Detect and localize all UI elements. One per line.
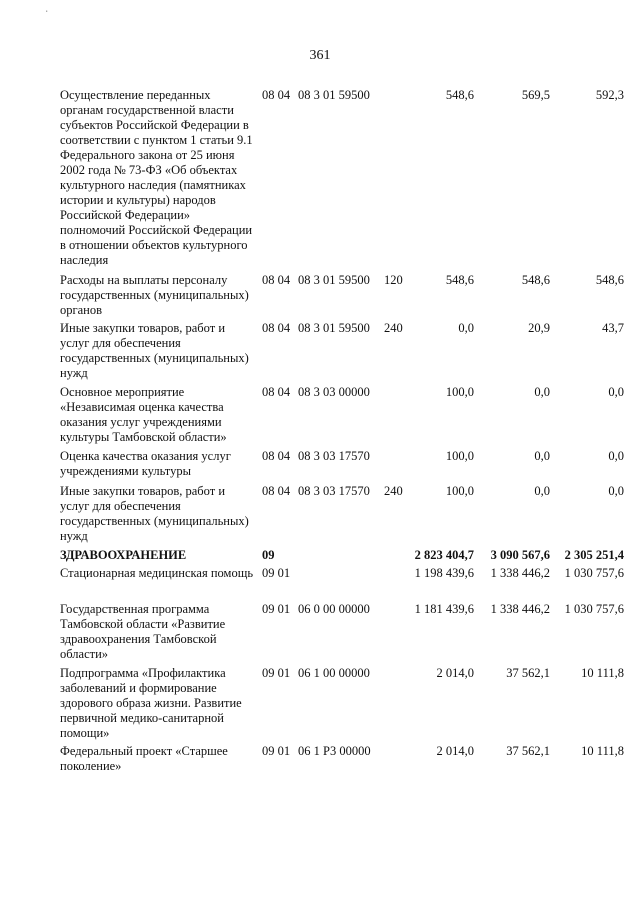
- expense-type-code: 120: [384, 273, 403, 287]
- value-year-3: 1 030 757,6: [564, 602, 624, 616]
- value-year-3: 1 030 757,6: [564, 566, 624, 580]
- value-year-3: 0,0: [608, 484, 624, 498]
- section-code: 08 04: [262, 449, 291, 463]
- section-code: 08 04: [262, 385, 291, 399]
- value-year-1: 1 198 439,6: [414, 566, 474, 580]
- row-name: Оценка качества оказания услуг учреждениями культуры: [60, 449, 231, 478]
- row-name: Основное мероприятие «Независимая оценка качества оказания услуг учреждениями культуры Тамбовской области»: [60, 385, 227, 444]
- expense-type-code: 240: [384, 484, 403, 498]
- row-name: Стационарная медицинская помощь: [60, 566, 254, 580]
- row-name: Расходы на выплаты персоналу государственных (муниципальных) органов: [60, 273, 249, 317]
- value-year-2: 0,0: [534, 449, 550, 463]
- value-year-3: 0,0: [608, 385, 624, 399]
- corner-mark: ٠: [44, 6, 50, 17]
- value-year-1: 548,6: [445, 273, 474, 287]
- target-article-code: 06 1 P3 00000: [298, 744, 371, 758]
- row-name: Осуществление переданных органам государственной власти субъектов Российской Федерации в соответствии с пунктом 1 статьи 9.1 Федерального закона от 25 июня 2002 года № 73-ФЗ «Об объектах культурного наследия (памятниках истории и культуры) народов Российской Федерации» полномочий Российской Федерации в отношении объектов культурного наследия: [60, 88, 253, 267]
- section-code: 09 01: [262, 666, 291, 680]
- target-article-code: 08 3 01 59500: [298, 88, 370, 102]
- value-year-1: 2 823 404,7: [414, 548, 474, 562]
- value-year-3: 548,6: [595, 273, 624, 287]
- section-code: 09 01: [262, 744, 291, 758]
- page-number: 361: [309, 48, 331, 63]
- section-code: 09 01: [262, 566, 291, 580]
- value-year-3: 10 111,8: [581, 744, 624, 758]
- value-year-3: 592,3: [595, 88, 624, 102]
- target-article-code: 06 0 00 00000: [298, 602, 370, 616]
- section-code: 08 04: [262, 88, 291, 102]
- row-name: Государственная программа Тамбовской области «Развитие здравоохранения Тамбовской области»: [60, 602, 226, 661]
- target-article-code: 08 3 03 17570: [298, 449, 370, 463]
- value-year-2: 1 338 446,2: [490, 602, 550, 616]
- row-name: Иные закупки товаров, работ и услуг для обеспечения государственных (муниципальных) нужд: [60, 321, 249, 380]
- value-year-1: 100,0: [445, 449, 474, 463]
- value-year-1: 1 181 439,6: [414, 602, 474, 616]
- value-year-3: 0,0: [608, 449, 624, 463]
- expense-type-code: 240: [384, 321, 403, 335]
- value-year-1: 2 014,0: [436, 666, 474, 680]
- value-year-2: 37 562,1: [506, 744, 550, 758]
- value-year-1: 100,0: [445, 385, 474, 399]
- value-year-2: 0,0: [534, 484, 550, 498]
- value-year-2: 37 562,1: [506, 666, 550, 680]
- section-code: 08 04: [262, 273, 291, 287]
- target-article-code: 08 3 03 00000: [298, 385, 370, 399]
- value-year-1: 548,6: [445, 88, 474, 102]
- value-year-3: 10 111,8: [581, 666, 624, 680]
- target-article-code: 08 3 01 59500: [298, 321, 370, 335]
- value-year-1: 100,0: [445, 484, 474, 498]
- row-name: Федеральный проект «Старшее поколение»: [60, 744, 228, 773]
- value-year-1: 0,0: [458, 321, 474, 335]
- value-year-2: 20,9: [528, 321, 550, 335]
- value-year-2: 548,6: [521, 273, 550, 287]
- section-code: 09: [262, 548, 275, 562]
- value-year-1: 2 014,0: [436, 744, 474, 758]
- row-name: Подпрограмма «Профилактика заболеваний и формирование здорового образа жизни. Развитие первичной медико-санитарной помощи»: [60, 666, 242, 740]
- section-code: 08 04: [262, 484, 291, 498]
- value-year-2: 569,5: [521, 88, 550, 102]
- row-name: ЗДРАВООХРАНЕНИЕ: [60, 548, 187, 562]
- value-year-3: 43,7: [602, 321, 624, 335]
- row-name: Иные закупки товаров, работ и услуг для обеспечения государственных (муниципальных) нужд: [60, 484, 249, 543]
- value-year-2: 3 090 567,6: [490, 548, 550, 562]
- target-article-code: 08 3 01 59500: [298, 273, 370, 287]
- value-year-3: 2 305 251,4: [564, 548, 624, 562]
- value-year-2: 0,0: [534, 385, 550, 399]
- value-year-2: 1 338 446,2: [490, 566, 550, 580]
- target-article-code: 08 3 03 17570: [298, 484, 370, 498]
- target-article-code: 06 1 00 00000: [298, 666, 370, 680]
- section-code: 08 04: [262, 321, 291, 335]
- section-code: 09 01: [262, 602, 291, 616]
